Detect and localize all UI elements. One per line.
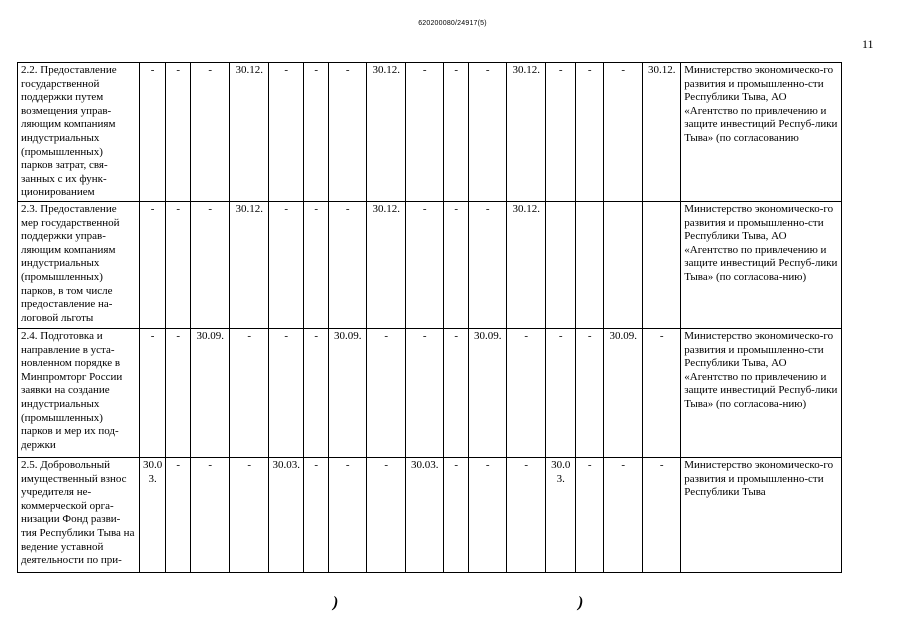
table-row xyxy=(18,202,842,329)
deadline-cell: - xyxy=(140,63,166,202)
deadline-cell: - xyxy=(507,458,546,573)
deadline-cell: - xyxy=(604,63,643,202)
deadline-cell: 30.12. xyxy=(230,63,269,202)
measure-description: 2.5. Добровольный имущественный взнос учредителя не-коммерческой орга-низации Фонд разви-тия Республики Тыва на ведение уставной деятельности по при- xyxy=(18,458,140,573)
deadline-cell: - xyxy=(269,63,304,202)
document-id: 620200080/24917(5) xyxy=(418,20,487,27)
table-row xyxy=(18,63,842,202)
deadline-cell: - xyxy=(604,458,643,573)
deadline-cell xyxy=(576,202,604,329)
deadline-cell: - xyxy=(406,202,444,329)
deadline-cell: - xyxy=(304,202,329,329)
deadline-cell: 30.09. xyxy=(604,329,643,458)
deadline-cell: - xyxy=(166,458,191,573)
deadline-cell: 30.12. xyxy=(507,63,546,202)
deadline-cell: - xyxy=(140,202,166,329)
deadline-cell xyxy=(546,202,576,329)
deadline-cell: - xyxy=(469,63,507,202)
deadline-cell: - xyxy=(406,329,444,458)
table-row xyxy=(18,458,842,573)
deadline-cell: - xyxy=(444,202,469,329)
deadline-cell: - xyxy=(507,329,546,458)
deadline-cell: - xyxy=(304,329,329,458)
deadline-cell: 30.09. xyxy=(191,329,230,458)
deadline-cell: - xyxy=(469,202,507,329)
deadline-cell: 30.03. xyxy=(406,458,444,573)
deadline-cell: 30.0 3. xyxy=(546,458,576,573)
deadline-cell: - xyxy=(367,329,406,458)
deadline-cell: - xyxy=(230,329,269,458)
deadline-cell: - xyxy=(329,202,367,329)
deadline-cell: - xyxy=(269,329,304,458)
deadline-cell: 30.09. xyxy=(469,329,507,458)
deadline-cell: 30.12. xyxy=(367,63,406,202)
deadline-cell: - xyxy=(444,63,469,202)
responsible-executors: Министерство экономическо-го развития и промышленно-сти Республики Тыва xyxy=(681,458,842,573)
deadline-cell: - xyxy=(367,458,406,573)
measure-description: 2.3. Предоставление мер государственной поддержки управ-ляющим компаниям индустриальных (промышленных) парков, в том числе предоставление на-логовой льготы xyxy=(18,202,140,329)
deadline-cell: - xyxy=(191,458,230,573)
page-number: 11 xyxy=(862,37,874,51)
deadline-cell: - xyxy=(166,329,191,458)
measure-description: 2.2. Предоставление государственной поддержки путем возмещения управ-ляющим компаниям индустриальных (промышленных) парков затрат, свя-занных с их функ-ционированием xyxy=(18,63,140,202)
responsible-executors: Министерство экономическо-го развития и промышленно-сти Республики Тыва, АО «Агентство по привлечению и защите инвестиций Респуб-лики Тыва» (по согласова-нию) xyxy=(681,202,842,329)
deadline-cell: - xyxy=(230,458,269,573)
deadline-cell: - xyxy=(546,63,576,202)
deadline-cell: - xyxy=(166,202,191,329)
plan-table xyxy=(17,62,842,573)
deadline-cell: - xyxy=(191,63,230,202)
table-row xyxy=(18,329,842,458)
deadline-cell: - xyxy=(191,202,230,329)
deadline-cell: 30.09. xyxy=(329,329,367,458)
deadline-cell: - xyxy=(444,458,469,573)
measure-description: 2.4. Подготовка и направление в уста-новленном порядке в Минпромторг России заявки на создание индустриальных (промышленных) парков и мер их под-держки xyxy=(18,329,140,458)
deadline-cell: - xyxy=(140,329,166,458)
deadline-cell: - xyxy=(469,458,507,573)
deadline-cell: - xyxy=(576,458,604,573)
deadline-cell: - xyxy=(269,202,304,329)
responsible-executors: Министерство экономическо-го развития и промышленно-сти Республики Тыва, АО «Агентство по привлечению и защите инвестиций Респуб-лики Тыва» (по согласованию xyxy=(681,63,842,202)
deadline-cell: - xyxy=(643,329,681,458)
deadline-cell: 30.03. xyxy=(269,458,304,573)
deadline-cell xyxy=(604,202,643,329)
deadline-cell: - xyxy=(576,329,604,458)
deadline-cell: - xyxy=(304,458,329,573)
footer-mark-right: ) xyxy=(578,594,584,611)
footer-mark-left: ) xyxy=(333,594,339,611)
deadline-cell: - xyxy=(166,63,191,202)
deadline-cell: 30.12. xyxy=(230,202,269,329)
deadline-cell xyxy=(643,202,681,329)
deadline-cell: 30.12. xyxy=(367,202,406,329)
deadline-cell: 30.0 3. xyxy=(140,458,166,573)
deadline-cell: - xyxy=(546,329,576,458)
deadline-cell: - xyxy=(643,458,681,573)
deadline-cell: - xyxy=(304,63,329,202)
deadline-cell: 30.12. xyxy=(507,202,546,329)
deadline-cell: - xyxy=(406,63,444,202)
deadline-cell: - xyxy=(329,63,367,202)
deadline-cell: - xyxy=(576,63,604,202)
deadline-cell: - xyxy=(329,458,367,573)
deadline-cell: 30.12. xyxy=(643,63,681,202)
deadline-cell: - xyxy=(444,329,469,458)
responsible-executors: Министерство экономическо-го развития и промышленно-сти Республики Тыва, АО «Агентство по привлечению и защите инвестиций Респуб-лики Тыва» (по согласова-нию) xyxy=(681,329,842,458)
